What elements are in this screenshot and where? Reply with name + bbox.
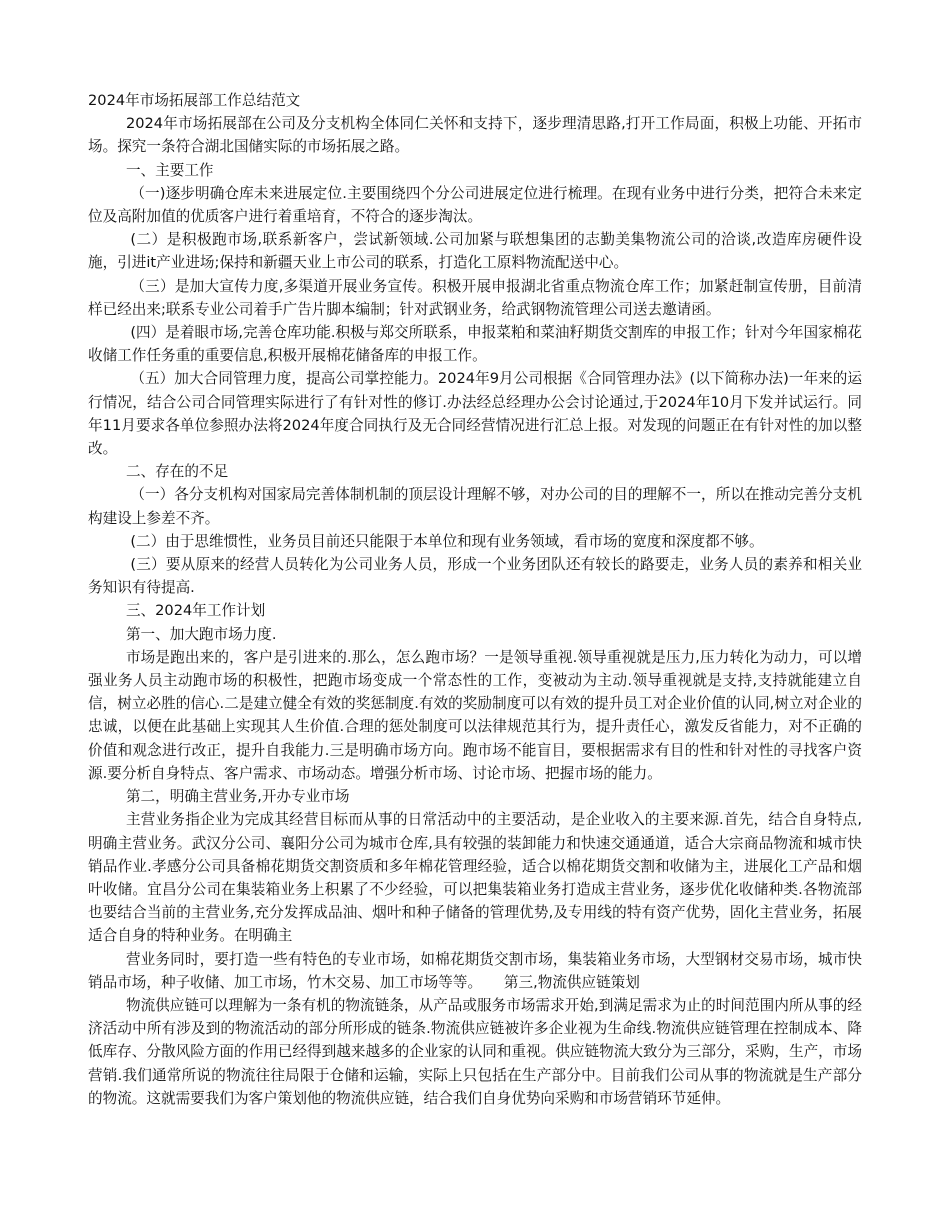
main-work-item-2: (二）是积极跑市场,联系新客户，尝试新领域.公司加紧与联想集团的志勤美集物流公司的洽谈,改造库房硬件设施，引进it产业进场;保持和新疆天业上市公司的联系，打造化工原料物流配送中心。 [88, 231, 862, 272]
plan-paragraph-1: 市场是跑出来的，客户是引进来的.那么，怎么跑市场？一是领导重视.领导重视就是压力,压力转化为动力，可以增强业务人员主动跑市场的积极性，把跑市场变成一个常态性的工作，变被动为主动.领导重视就是支持,支持就能建立自信，树立必胜的信心.二是建立健全有效的奖惩制度.有效的奖励制度可以有效的提升员工对企业价值的认同,树立对企业的忠诚，以便在此基础上实现其人生价值.合理的惩处制度可以法律规范其行为，提升责任心，激发反省能力，对不正确的价值和观念进行改正，提升自我能力.三是明确市场方向。跑市场不能盲目，要根据需求有目的性和针对性的寻找客户资源.要分析自身特点、客户需求、市场动态。增强分析市场、讨论市场、把握市场的能力。 [88, 648, 862, 782]
main-work-item-3: （三）是加大宣传力度,多渠道开展业务宣传。积极开展申报湖北省重点物流仓库工作；加紧赶制宣传册，目前清样已经出来;联系专业公司着手广告片脚本编制；针对武钢业务，给武钢物流管理公司送去邀请函。 [88, 277, 862, 318]
shortcoming-item-1: （一）各分支机构对国家局完善体制机制的顶层设计理解不够，对办公司的目的理解不一，所以在推动完善分支机构建设上参差不齐。 [88, 486, 862, 527]
plan-paragraph-4: 物流供应链可以理解为一条有机的物流链条，从产品或服务市场需求开始,到满足需求为止的时间范围内所从事的经济活动中所有涉及到的物流活动的部分所形成的链条.物流供应链被许多企业视为生命线.物流供应链管理在控制成本、降低库存、分散风险方面的作用已经得到越来越多的企业家的认同和重视。供应链物流大致分为三部分，采购，生产，市场营销.我们通常所说的物流往往局限于仓储和运输，实际上只包括在生产部分中。目前我们公司从事的物流就是生产部分的物流。这就需要我们为客户策划他的物流供应链，结合我们自身优势向采购和市场营销环节延伸。 [88, 996, 862, 1107]
shortcoming-item-3: (三）要从原来的经营人员转化为公司业务人员，形成一个业务团队还有较长的路要走，业务人员的素养和相关业务知识有待提高. [88, 556, 862, 597]
plan-subheading-1: 第一、加大跑市场力度. [125, 625, 277, 643]
document-title: 2024年市场拓展部工作总结范文 [88, 92, 301, 109]
plan-subheading-2: 第二，明确主营业务,开办专业市场 [125, 788, 350, 806]
section-heading-shortcomings: 二、存在的不足 [125, 463, 229, 481]
plan-paragraph-3: 营业务同时，要打造一些有特色的专业市场，如棉花期货交割市场，集装箱业务市场，大型钢材交易市场，城市快销品市场，种子收储、加工市场，竹木交易、加工市场等等。 第三,物流供应链策划 [88, 950, 862, 991]
main-work-item-4: (四）是着眼市场,完善仓库功能.积极与郑交所联系，申报菜粕和菜油籽期货交割库的申报工作；针对今年国家棉花收储工作任务重的重要信息,积极开展棉花储备库的申报工作。 [88, 324, 862, 365]
section-heading-main-work: 一、主要工作 [125, 161, 214, 179]
section-heading-work-plan: 三、2024年工作计划 [125, 602, 266, 620]
shortcoming-item-2: (二）由于思维惯性，业务员目前还只能限于本单位和现有业务领域，看市场的宽度和深度都不够。 [130, 532, 764, 550]
main-work-item-1: （一)逐步明确仓库未来进展定位.主要围绕四个分公司进展定位进行梳理。在现有业务中进行分类，把符合未来定位及高附加值的优质客户进行着重培育，不符合的逐步淘汰。 [88, 184, 862, 226]
main-work-item-5: （五）加大合同管理力度，提高公司掌控能力。2024年9月公司根据《合同管理办法》(以下简称办法)一年来的运行情况，结合公司合同管理实际进行了有针对性的修订.办法经总经理办公会讨论通过,于2024年10月下发并试运行。同年11月要求各单位参照办法将2024年度合同执行及无合同经营情况进行汇总上报。对发现的问题正在有针对性的加以整改。 [88, 370, 862, 458]
intro-paragraph: 2024年市场拓展部在公司及分支机构全体同仁关怀和支持下，逐步理清思路,打开工作局面，积极上功能、开拓市场。探究一条符合湖北国储实际的市场拓展之路。 [88, 115, 862, 156]
plan-paragraph-2: 主营业务指企业为完成其经营目标而从事的日常活动中的主要活动，是企业收入的主要来源.首先，结合自身特点,明确主营业务。武汉分公司、襄阳分公司为城市仓库,具有较强的装卸能力和快速交通通道，适合大宗商品物流和城市快销品作业.孝感分公司具备棉花期货交割资质和多年棉花管理经验，适合以棉花期货交割和收储为主，进展化工产品和烟叶收储。宜昌分公司在集装箱业务上积累了不少经验，可以把集装箱业务打造成主营业务，逐步优化收储种类.各物流部也要结合当前的主营业务,充分发挥成品油、烟叶和种子储备的管理优势,及专用线的特有资产优势，固化主营业务，拓展适合自身的特种业务。在明确主 [88, 811, 862, 945]
